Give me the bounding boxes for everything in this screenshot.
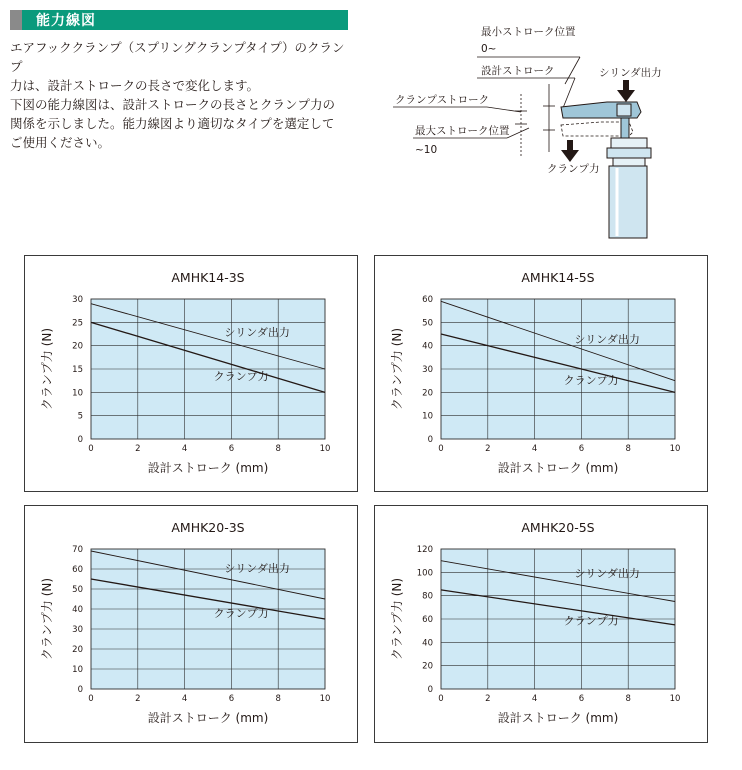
clamp-arm: [561, 102, 641, 118]
cylinder-output-label: シリンダ出力: [599, 67, 662, 79]
y-tick-label: 5: [77, 411, 83, 422]
series-label: クランプ力: [563, 373, 619, 387]
x-tick-label: 2: [485, 694, 491, 704]
y-tick-label: 50: [422, 318, 433, 329]
y-tick-label: 10: [72, 665, 83, 675]
y-tick-label: 10: [72, 388, 83, 399]
x-tick-label: 0: [438, 444, 444, 454]
x-axis-label: 設計ストローク (mm): [497, 461, 619, 475]
x-tick-label: 4: [531, 444, 538, 454]
chart-title: AMHK20-3S: [171, 520, 245, 535]
series-label: シリンダ出力: [224, 326, 290, 340]
x-tick-label: 8: [275, 444, 281, 454]
chart-amhk20-5s: [375, 506, 707, 742]
y-tick-label: 0: [427, 435, 433, 445]
series-label: シリンダ出力: [224, 562, 290, 576]
series-label: クランプ力: [213, 607, 269, 620]
x-tick-label: 2: [135, 444, 141, 454]
description-line: ご使用ください。: [10, 135, 111, 150]
series-label: クランプ力: [213, 369, 269, 383]
clamp-force-label: クランプ力: [547, 163, 600, 175]
x-tick-label: 4: [181, 694, 188, 704]
y-tick-label: 25: [72, 318, 83, 329]
x-tick-label: 4: [531, 694, 538, 704]
y-tick-label: 40: [422, 341, 433, 352]
series-label: シリンダ出力: [574, 567, 640, 581]
x-tick-label: 4: [181, 444, 188, 454]
y-tick-label: 40: [72, 605, 83, 615]
min-stroke-label: 最小ストローク位置: [481, 26, 576, 38]
x-axis-label: 設計ストローク (mm): [147, 461, 269, 475]
clamp-rod: [621, 118, 629, 140]
chart-panel-amhk14-3s: [24, 255, 358, 492]
x-tick-label: 2: [485, 444, 491, 454]
description-line: エアフッククランプ（スプリングクランプタイプ）のクランプ: [10, 40, 345, 74]
x-tick-label: 10: [319, 694, 331, 704]
series-label: クランプ力: [563, 614, 619, 628]
x-tick-label: 10: [319, 444, 331, 454]
x-tick-label: 8: [625, 694, 631, 704]
x-tick-label: 2: [135, 694, 141, 704]
y-tick-label: 0: [77, 685, 83, 695]
y-tick-label: 60: [72, 565, 83, 575]
chart-amhk20-3s: [25, 506, 357, 742]
y-tick-label: 30: [72, 625, 83, 635]
clamp-force-arrow: [561, 140, 579, 162]
x-tick-label: 6: [228, 444, 235, 454]
x-axis-label: 設計ストローク (mm): [497, 711, 619, 725]
description: [10, 38, 355, 152]
chart-title: AMHK14-3S: [171, 270, 245, 285]
y-tick-label: 80: [422, 591, 433, 602]
chart-amhk14-5s: [375, 256, 707, 491]
x-tick-label: 10: [669, 694, 681, 704]
y-tick-label: 40: [422, 638, 433, 649]
max-stroke-label: 最大ストローク位置: [415, 125, 510, 137]
x-tick-label: 0: [438, 694, 444, 704]
x-axis-label: 設計ストローク (mm): [147, 711, 269, 725]
y-tick-label: 30: [422, 365, 433, 375]
y-tick-label: 70: [72, 545, 83, 555]
cylinder-body: [607, 138, 651, 238]
x-tick-label: 6: [228, 694, 235, 704]
y-axis-label: クランプ力 (N): [390, 327, 404, 411]
description-line: 下図の能力線図は、設計ストロークの長さとクランプ力の: [10, 97, 336, 112]
description-line: 力は、設計ストロークの長さで変化します。: [10, 78, 260, 93]
plot-area: [91, 549, 325, 689]
y-axis-label: クランプ力 (N): [40, 327, 54, 411]
y-tick-label: 120: [416, 545, 433, 555]
y-tick-label: 20: [72, 341, 83, 352]
y-tick-label: 0: [77, 435, 83, 445]
cylinder-output-arrow: [617, 80, 635, 102]
x-tick-label: 6: [578, 694, 585, 704]
max-stroke-value: ~10: [415, 144, 438, 156]
x-tick-label: 10: [669, 444, 681, 454]
y-axis-label: クランプ力 (N): [390, 577, 404, 661]
clamp-stroke-label: クランプストローク: [395, 94, 490, 106]
description-line: 関係を示しました。能力線図より適切なタイプを選定して: [10, 116, 335, 131]
y-axis-label: クランプ力 (N): [40, 577, 54, 661]
chart-title: AMHK20-5S: [521, 520, 595, 535]
y-tick-label: 20: [422, 388, 433, 399]
series-label: シリンダ出力: [574, 332, 640, 346]
y-tick-label: 100: [416, 568, 433, 579]
section-title: 能力線図: [36, 13, 96, 29]
y-tick-label: 20: [422, 661, 433, 672]
clamp-diagram: [385, 14, 685, 246]
y-tick-label: 15: [72, 365, 83, 375]
y-tick-label: 50: [72, 585, 83, 595]
y-tick-label: 60: [422, 295, 433, 305]
y-tick-label: 0: [427, 685, 433, 695]
x-tick-label: 0: [88, 444, 94, 454]
chart-panel-amhk20-3s: [24, 505, 358, 743]
y-tick-label: 30: [72, 295, 83, 305]
header-marker: [10, 10, 22, 30]
y-tick-label: 60: [422, 615, 433, 625]
x-tick-label: 8: [275, 694, 281, 704]
design-stroke-label: 設計ストローク: [481, 65, 555, 77]
x-tick-label: 6: [578, 444, 585, 454]
chart-panel-amhk20-5s: [374, 505, 708, 743]
y-tick-label: 20: [72, 645, 83, 655]
x-tick-label: 0: [88, 694, 94, 704]
chart-amhk14-3s: [25, 256, 357, 491]
y-tick-label: 10: [422, 411, 433, 422]
section-header: [10, 10, 348, 30]
min-stroke-value: 0~: [481, 43, 497, 55]
chart-panel-amhk14-5s: [374, 255, 708, 492]
x-tick-label: 8: [625, 444, 631, 454]
chart-title: AMHK14-5S: [521, 270, 595, 285]
